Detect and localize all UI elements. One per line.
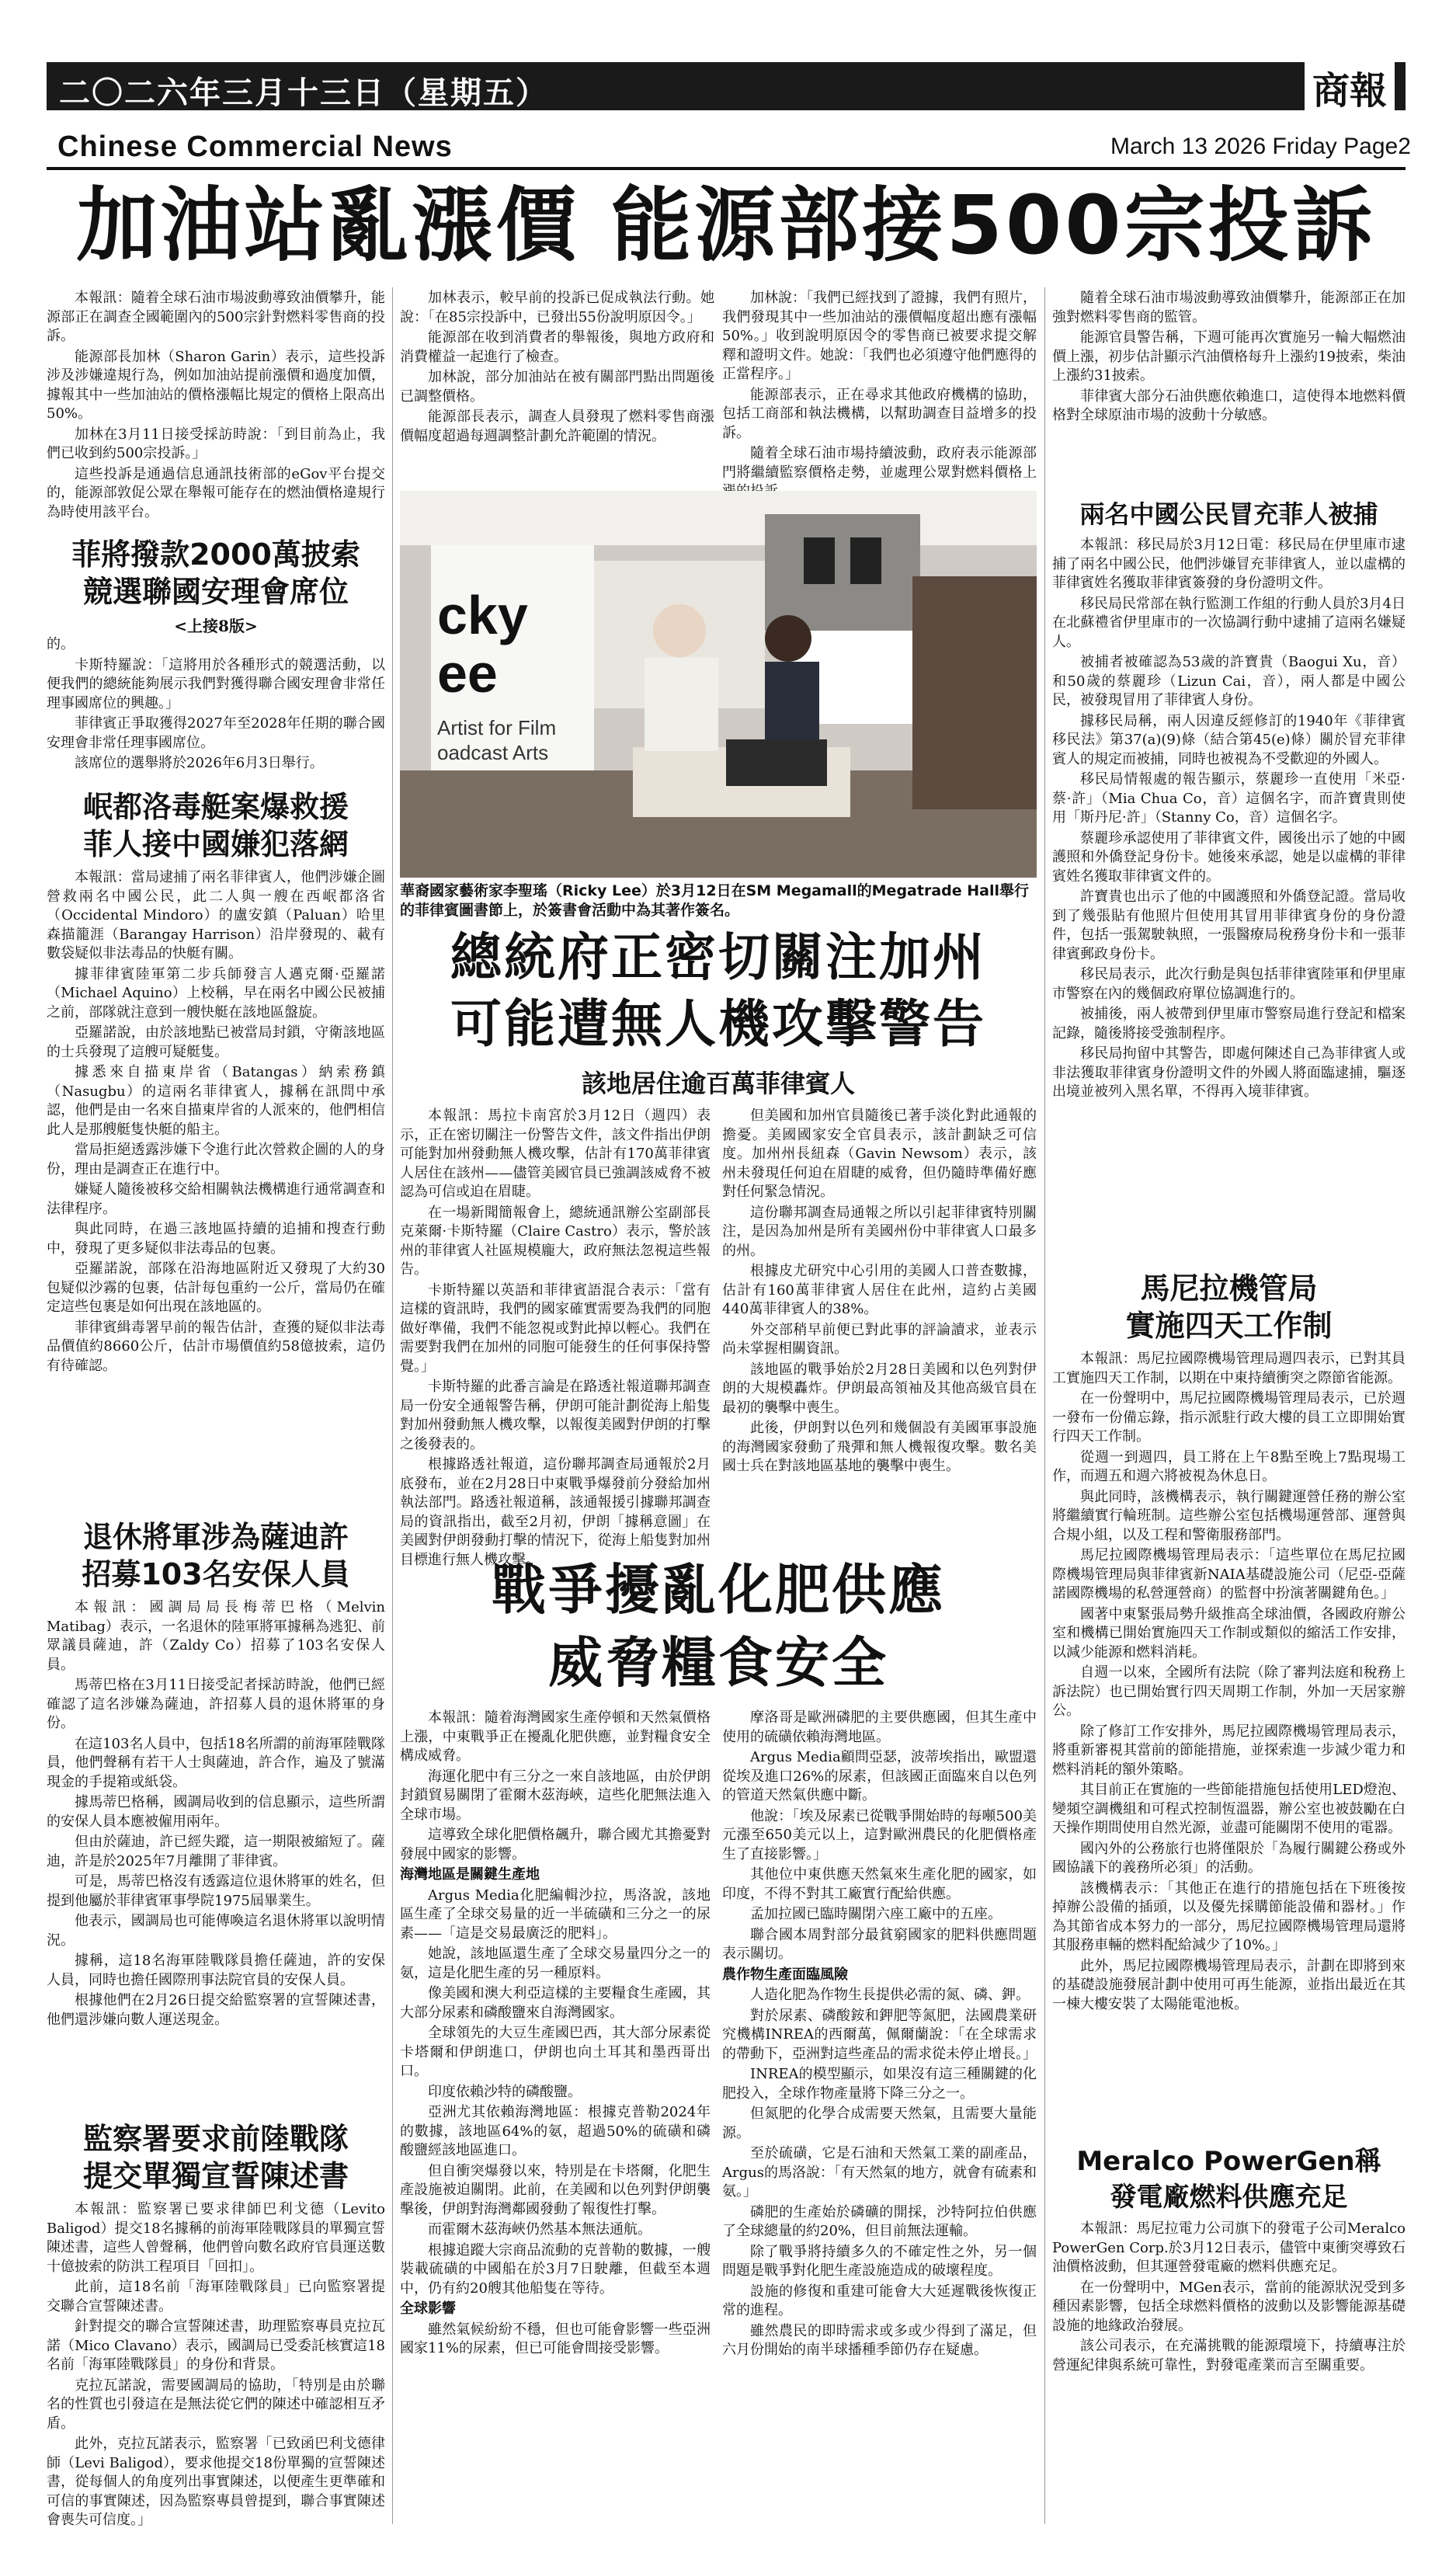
column-rule xyxy=(1044,287,1045,2524)
story-body xyxy=(400,1107,711,1568)
paragraph: 從週一到週四，員工將在上午8點至晚上7點現場工作，而週五和週六將被視為休息日。 xyxy=(1052,1448,1406,1484)
paragraph: 國內外的公務旅行也將僅限於「為履行關鍵公務或外國協議下的義務所必須」的活動。 xyxy=(1052,1840,1406,1876)
paragraph: 其他位中東供應天然氣來生產化肥的國家，如印度，不得不對其工廠實行配給供應。 xyxy=(722,1866,1037,1902)
paragraph: 磷肥的生產始於磷礦的開採，沙特阿拉伯供應了全球總量的約20%，但目前無法運輸。 xyxy=(722,2203,1037,2239)
paragraph: 此外，克拉瓦諾表示，監察署「已致函巴利戈德律師（Levi Baligod），要求他提交18份單獨的宣誓陳述書，從每個人的角度列出事實陳述，以便產生更準確和可信的事實陳述，因為監察專員曾提到，聯合事實陳述會喪失可信度。」 xyxy=(47,2436,385,2528)
paragraph: 亞羅諾說，由於該地點已被當局封鎖，守衛該地區的士兵發現了這艘可疑艇隻。 xyxy=(47,1024,385,1060)
paragraph: 加林表示，較早前的投訴已促成執法行動。她說：「在85宗投訴中，已發出55份說明原因令。」 xyxy=(400,290,714,325)
banner-text: Artist for Film xyxy=(437,716,557,739)
paragraph: 能源部長加林（Sharon Garin）表示，這些投訴涉及涉嫌違規行為，例如加油站提前漲價和過度加價，據報其中一些加油站的價格漲幅比規定的價格上限高出50%。 xyxy=(47,348,385,422)
paragraph: 這份聯邦調查局通報之所以引起菲律賓特別關注，是因為加州是所有美國州份中菲律賓人口最多的州。 xyxy=(722,1204,1037,1259)
banner-text: cky xyxy=(437,585,528,645)
paragraph: 孟加拉國已臨時關閉六座工廠中的五座。 xyxy=(750,1906,1002,1922)
paragraph: 這導致全球化肥價格飆升，聯合國尤其擔憂對發展中國家的影響。 xyxy=(400,1827,711,1862)
paragraph: 像美國和澳大利亞這樣的主要糧食生產國，其大部分尿素和磷酸鹽來自海灣國家。 xyxy=(400,1985,711,2021)
paragraph: 該席位的選舉將於2026年6月3日舉行。 xyxy=(75,755,324,771)
title-line: Meralco PowerGen稱 xyxy=(1076,2146,1381,2177)
paragraph: 嫌疑人隨後被移交給相關執法機構進行通常調查和法律程序。 xyxy=(47,1181,385,1217)
banner-text: ee xyxy=(437,643,498,704)
subhead: 全球影響 xyxy=(400,2300,456,2317)
paragraph: 本報訊：國調局局長梅蒂巴格（Melvin Matibag）表示，一名退休的陸軍將軍據稱為逃犯、前眾議員薩迪，許（Zaldy Co）招募了103名安保人員。 xyxy=(47,1599,385,1673)
story-title xyxy=(47,1518,385,1593)
title-line: 岷都洛毒艇案爆救援 xyxy=(82,790,349,824)
story-title xyxy=(47,536,385,610)
paragraph: 但自衝突爆發以來，特別是在卡塔爾，化肥生產設施被迫關閉。此前，在美國和以色列對伊朗襲擊後，伊朗對海灣鄰國發動了報復性打擊。 xyxy=(400,2162,711,2217)
paragraph: 亞洲尤其依賴海灣地區：根據克普勒2024年的數據，該地區64%的氨，超過50%的硫磺和磷酸鹽經該地區進口。 xyxy=(400,2104,711,2158)
paragraph: 能源官員警告稱，下週可能再次實施另一輪大幅燃油價上漲，初步估計顯示汽油價格每升上漲約19披索，柴油上漲約31披索。 xyxy=(1052,329,1406,384)
title-line: 威脅糧食安全 xyxy=(548,1631,888,1695)
paragraph: 根據他們在2月26日提交給監察署的宣誓陳述書，他們還涉嫌向數人運送現金。 xyxy=(47,1992,385,2028)
banner-text: oadcast Arts xyxy=(437,741,549,764)
paragraph: 人造化肥為作物生長提供必需的氮、磷、鉀。 xyxy=(750,1987,1030,2003)
paragraph: 他說：「埃及尿素已從戰爭開始時的每噸500美元漲至650美元以上，這對歐洲農民的化肥價格產生了直接影響。」 xyxy=(722,1807,1037,1862)
story-body xyxy=(722,1107,1037,1542)
title-line: 提交單獨宣誓陳述書 xyxy=(82,2159,349,2193)
title-line: 總統府正密切關注加州 xyxy=(450,927,986,987)
title-line: 競選聯國安理會席位 xyxy=(82,575,349,609)
paragraph: 該公司表示，在充滿挑戰的能源環境下，持續專注於營運紀律與系統可靠性，對發電產業而言至關重要。 xyxy=(1052,2338,1406,2373)
paragraph: 菲律賓正爭取獲得2027年至2028年任期的聯合國安理會非常任理事國席位。 xyxy=(47,715,385,751)
paper-name: Chinese Commercial News xyxy=(57,130,453,163)
paragraph: 加林說：「我們已經找到了證據，我們有照片，我們發現其中一些加油站的漲價幅度超出應有漲幅50%。」收到說明原因令的零售商已被要求提交解釋和證明文件。她說：「我們也必須遵守他們應得的正當程序。」 xyxy=(722,290,1037,382)
paragraph: 此後，伊朗對以色列和幾個設有美國軍事設施的海灣國家發動了飛彈和無人機報復攻擊。數名美國士兵在對該地區基地的襲擊中喪生。 xyxy=(722,1420,1037,1474)
paragraph: Argus Media顧問亞瑟，波蒂埃指出，歐盟還從埃及進口26%的尿素，但該國正面臨來自以色列的管道天然氣供應中斷。 xyxy=(722,1749,1037,1803)
paragraph: 移民局表示，此次行動是與包括菲律賓陸軍和伊里庫市警察在內的幾個政府單位協調進行的。 xyxy=(1052,966,1406,1002)
paragraph: 他表示，國調局也可能傳喚這名退休將軍以說明情況。 xyxy=(47,1913,385,1949)
paragraph: 卡斯特羅說：「這將用於各種形式的競選活動，以便我們的總統能夠展示我們對獲得聯合國安理會非常任理事國席位的興趣。」 xyxy=(47,656,385,711)
paragraph: 據稱，這18名海軍陸戰隊員擔任薩迪，許的安保人員，同時也擔任國際刑事法院官員的安保人員。 xyxy=(47,1953,385,1988)
story-title xyxy=(1052,1270,1406,1344)
paragraph: 許寶貴也出示了他的中國護照和外僑登記證。當局收到了幾張貼有他照片但使用其冒用菲律賓身份的身份證件，包括一張駕駛執照，一張醫療局稅務身份卡和一張菲律賓郵政身份卡。 xyxy=(1052,889,1406,962)
paragraph: 這些投訴是通過信息通訊技術部的eGov平台提交的，能源部敦促公眾在舉報可能存在的燃油價格違規行為時使用該平台。 xyxy=(47,465,385,520)
paragraph: 在一份聲明中，MGen表示，當前的能源狀況受到多種因素影響，包括全球燃料價格的波動以及影響能源基礎設施的地緣政治發展。 xyxy=(1052,2279,1406,2334)
title-line: 招募103名安保人員 xyxy=(82,1557,350,1591)
paragraph: 可是，馬蒂巴格沒有透露這位退休將軍的姓名，但提到他屬於菲律賓軍事學院1975屆畢業生。 xyxy=(47,1873,385,1909)
title-line: 可能遭無人機攻擊警告 xyxy=(450,994,986,1054)
paragraph: 國著中東緊張局勢升級推高全球油價，各國政府辦公室和機構已開始實施四天工作制或類似的縮活工作安排，以減少能源和燃料消耗。 xyxy=(1052,1605,1406,1661)
paragraph: 對於尿素、磷酸銨和鉀肥等氮肥，法國農業研究機構INREA的西爾萬，佩爾蘭說：「在全球需求的帶動下，亞洲對這些產品的需求從未停止增長。」 xyxy=(722,2007,1037,2062)
story-title xyxy=(1052,2144,1406,2215)
subhead: 海灣地區是關鍵生產地 xyxy=(400,1866,540,1883)
paragraph: 外交部稍早前便已對此事的評論讀求，並表示尚未掌握相關資訊。 xyxy=(722,1321,1037,1357)
paragraph: 加林在3月11日接受採訪時說：「到目前為止，我們已收到約500宗投訴。」 xyxy=(47,426,385,461)
story-body xyxy=(47,868,385,1505)
paragraph: 在一場新聞簡報會上，總統通訊辦公室副部長克萊爾·卡斯特羅（Claire Castro）表示，警於該州的菲律賓人社區規模龐大，政府無法忽視這些報告。 xyxy=(400,1204,711,1278)
paragraph: 據菲律賓陸軍第二步兵師發言人邁克爾·亞羅諾（Michael Aquino）上校稱，早在兩名中國公民被捕之前，部隊就注意到一艘快艇在該地區盤旋。 xyxy=(47,965,385,1021)
paragraph: 本報訊：隨着全球石油市場波動導致油價攀升，能源部正在調查全國範圍內的500宗針對燃料零售商的投訴。 xyxy=(47,290,385,344)
story-body xyxy=(1052,2220,1406,2524)
paragraph: 在這103名人員中，包括18名所謂的前海軍陸戰隊員，他們聲稱有若干人士與薩迪，許合作，遍及了號滿現金的手提箱或紙袋。 xyxy=(47,1735,385,1790)
lead-story-col3 xyxy=(722,289,1037,487)
paragraph: 本報訊：移民局於3月12日電：移民局在伊里庫市逮捕了兩名中國公民，他們涉嫌冒充菲律賓人，並以虛構的菲律賓姓名獲取菲律賓簽發的身份證明文件。 xyxy=(1052,537,1406,591)
title-line: 菲將撥款2000萬披索 xyxy=(71,537,360,572)
paragraph: 摩洛哥是歐洲磷肥的主要供應國，但其生產中使用的硫磺依賴海灣地區。 xyxy=(722,1709,1037,1745)
paragraph: 但氮肥的化學合成需要天然氣，且需要大量能源。 xyxy=(722,2106,1037,2141)
paragraph: 被捕後，兩人被帶到伊里庫市警察局進行登記和檔案記錄，隨後將接受強制程序。 xyxy=(1052,1006,1406,1042)
story-body xyxy=(47,2200,385,2526)
story-title: 兩名中國公民冒充菲人被捕 xyxy=(1079,499,1378,529)
paragraph: 根據追蹤大宗商品流動的克普勒的數據，一艘裝載硫磺的中國船在於3月7日駛離，但截至本週中，仍有約20艘其他船隻在等待。 xyxy=(400,2241,711,2297)
paragraph: 馬尼拉國際機場管理局表示：「這些單位在馬尼拉國際機場管理局與菲律賓新NAIA基礎設施公司（尼亞-亞薩諾國際機場的私營運營商）的監督中扮演著關鍵角色。」 xyxy=(1052,1547,1406,1601)
title-line: 退休將軍涉為薩迪許 xyxy=(82,1520,349,1554)
paragraph: 但由於薩迪，許已經失蹤，這一期限被縮短了。薩迪，許是於2025年7月離開了菲律賓。 xyxy=(47,1834,385,1869)
title-line: 監察署要求前陸戰隊 xyxy=(82,2122,349,2156)
title-line: 馬尼拉機管局 xyxy=(1140,1271,1318,1306)
column-rule xyxy=(392,287,393,2524)
paragraph: Argus Media化肥編輯沙拉，馬洛說，該地區生產了全球交易量的近一半硫磺和三分之一的尿素——「這是交易最廣泛的肥料」。 xyxy=(400,1887,711,1942)
lead-story-col2 xyxy=(400,289,714,487)
paragraph: 除了修訂工作安排外，馬尼拉國際機場管理局表示，將重新審視其當前的節能措施，並探索進一步減少電力和燃料消耗的額外策略。 xyxy=(1052,1723,1406,1778)
paragraph: 據悉來自描東岸省（Batangas）納索務鎮（Nasugbu）的這兩名菲律賓人，據稱在訊問中承認，他們是由一名來自描東岸省的人派來的，他們相信此人是那艘艇隻快艇的船主。 xyxy=(47,1064,385,1138)
paragraph: 聯合國本周對部分最貧窮國家的肥料供應問題表示關切。 xyxy=(722,1926,1037,1962)
paragraph: 隨着全球石油市場持續波動，政府表示能源部門將繼續監察價格走勢，並處理公眾對燃料價格上 xyxy=(722,445,1037,481)
paragraph: 與此同時，該機構表示，執行關鍵運營任務的辦公室將繼續實行輪班制。這些辦公室包括機場運營部、運營與合規小組，以及工程和警衛服務部門。 xyxy=(1052,1488,1406,1543)
photo-caption: 華裔國家藝術家李聖瑤（Ricky Lee）於3月12日在SM Megamall的Megatrade Hall舉行的菲律賓圖書節上，於簽書會活動中為其著作簽名。 xyxy=(400,882,1029,919)
paragraph: 當局拒絕透露涉嫌下令進行此次營救企圖的人的身份，理由是調查正在進行中。 xyxy=(47,1142,385,1177)
paragraph: 根據皮尤研究中心引用的美國人口普查數據，估計有160萬菲律賓人居住在此州，這約占美國440萬菲律賓人的38%。 xyxy=(722,1263,1037,1317)
paragraph: 而霍爾木茲海峽仍然基本無法通航。 xyxy=(428,2221,652,2238)
paragraph: 本報訊：監察署已要求律師巴利戈德（Levito Baligod）提交18名據稱的前海軍陸戰隊員的單獨宣誓陳述書，這些人曾聲稱，他們曾向數名政府官員運送數十億披索的防洪工程項目「回扣」。 xyxy=(47,2201,385,2275)
paragraph: 但美國和加州官員隨後已著手淡化對此通報的擔憂。美國國家安全官員表示，該計劃缺乏可信度。加州州長紐森（Gavin Newsom）表示，該州未發現任何迫在眉睫的威脅，但仍隨時準備好應對任何緊急情況。 xyxy=(722,1108,1037,1200)
paragraph: 該地區的戰爭始於2月28日美國和以色列對伊朗的大規模轟炸。伊朗最高領袖及其他高級官員在最初的襲擊中喪生。 xyxy=(722,1361,1037,1416)
title-line: 發電廠燃料供應充足 xyxy=(1110,2182,1348,2213)
paragraph: 該機構表示：「其他正在進行的措施包括在下班後按掉辦公設備的插頭，以及優先採購節能設備和器材。」作為其節省成本努力的一部分，馬尼拉國際機場管理局還將其服務車輛的燃料配給減少了10%。」 xyxy=(1052,1880,1406,1953)
paragraph: 本報訊：馬拉卡南宮於3月12日（週四）表示，正在密切關注一份警告文件，該文件指出伊朗可能對加州發動無人機攻擊，估計有170萬菲律賓人居住在該州——儘管美國官員已強調該威脅不被認為可信或迫在眉睫。 xyxy=(400,1108,711,1200)
story-title xyxy=(47,2120,385,2195)
paragraph: 其目前正在實施的一些節能措施包括使用LED燈泡、變頻空調機組和可程式控制恆溫器，辦公室也被鼓勵在白天操作期間使用自然光源，並盡可能關閉不使用的電器。 xyxy=(1052,1782,1406,1836)
title-line: 實施四天工作制 xyxy=(1125,1309,1333,1343)
paragraph: 針對提交的聯合宣誓陳述書，助理監察專員克拉瓦諾（Mico Clavano）表示，國調局已受委託核實這18名前「海軍陸戰隊員」的身份和背景。 xyxy=(47,2318,385,2373)
paragraph: 本報訊：馬尼拉國際機場管理局週四表示，已對其員工實施四天工作制，以期在中東持續衝突之際節省能源。 xyxy=(1052,1351,1406,1386)
paragraph: 克拉瓦諾說，需要國調局的協助，「特別是由於聯名的性質也引發這在是無法從它們的陳述中確認相互矛盾。 xyxy=(47,2377,385,2432)
story-kicker: 該地居住逾百萬菲律賓人 xyxy=(581,1069,855,1098)
paragraph: 設施的修復和重建可能會大大延遲戰後恢復正常的進程。 xyxy=(722,2283,1037,2318)
paragraph: 能源部長表示，調查人員發現了燃料零售商漲價幅度超過每週調整計劃允許範圍的情況。 xyxy=(400,409,714,444)
paragraph: 與此同時，在過三該地區持續的追捕和搜查行動中，發現了更多疑似非法毒品的包裹。 xyxy=(47,1221,385,1257)
paragraph: 本報訊：當局逮捕了兩名菲律賓人，他們涉嫌企圖營救兩名中國公民，此二人與一艘在西岷都洛省（Occidental Mindoro）的盧安鎮（Paluan）哈里森描籠涯（Barangay Harrison）沿岸發現的、載有數袋疑似非法毒品的快艇有關。 xyxy=(47,869,385,962)
continued-note: <上接8版> xyxy=(174,617,258,635)
story-headline xyxy=(400,924,1037,1058)
story-body xyxy=(47,1598,385,2107)
story-body xyxy=(1052,1350,1406,2134)
lead-story-col4 xyxy=(1052,289,1406,464)
paragraph: 移民局情報處的報告顯示，蔡麗珍一直使用「米亞·蔡·許」（Mia Chua Co，音）這個名字，而許寶貴則使用「斯丹尼·許」（Stanny Co，音）這個名字。 xyxy=(1052,771,1406,826)
paragraph: 印度依賴沙特的磷酸鹽。 xyxy=(428,2083,582,2100)
paragraph: 雖然農民的即時需求或多或少得到了滿足，但六月份開始的南半球播種季節仍存在疑慮。 xyxy=(722,2322,1037,2358)
paragraph: 除了戰爭將持續多久的不確定性之外，另一個問題是戰爭對化肥生產設施造成的破壞程度。 xyxy=(722,2243,1037,2279)
page-info: March 13 2026 Friday Page2 xyxy=(1110,134,1411,159)
paragraph: 海運化肥中有三分之一來自該地區，由於伊朗封鎖貿易關閉了霍爾木茲海峽，這些化肥無法進入全球市場。 xyxy=(400,1768,711,1823)
story-title xyxy=(47,788,385,863)
main-headline: 加油站亂漲價 能源部接500宗投訴 xyxy=(76,178,1376,273)
newspaper-logo: 商報 xyxy=(1305,61,1395,114)
paragraph: 據馬蒂巴格稱，國調局收到的信息顯示，這些所謂的安保人員本應被僱用兩年。 xyxy=(47,1794,385,1830)
paragraph: 菲律賓緝毒署早前的報告估計，查獲的疑似非法毒品價值約8660公斤，估計市場價值約58億披索，這仍有待確認。 xyxy=(47,1319,385,1374)
subhead: 農作物生產面臨風險 xyxy=(722,1966,848,1983)
paragraph: 卡斯特羅的此番言論是在路透社報道聯邦調查局一份安全通報警告稱，伊朗可能計劃從海上船隻對加州發動無人機攻擊，以報復美國對伊朗的打擊之後發表的。 xyxy=(400,1379,711,1452)
paragraph: 馬蒂巴格在3月11日接受記者採訪時說，他們已經確認了這名涉嫌為薩迪，許招募人員的退休將軍的身份。 xyxy=(47,1677,385,1731)
paragraph: 本報訊：隨着海灣國家生產停頓和天然氣價格上漲，中東戰爭正在擾亂化肥供應，並對糧食安全構成威脅。 xyxy=(400,1709,711,1764)
paragraph: 自週一以來，全國所有法院（除了審判法庭和稅務上訴法院）也已開始實行四天周期工作制，外加一天居家辦公。 xyxy=(1052,1664,1406,1719)
paragraph: 卡斯特羅以英語和菲律賓語混合表示：「當有這樣的資訊時，我們的國家確實需要為我們的同胞做好準備，我們不能忽視或對此掉以輕心。我們在需要對我們在加州的同胞可能發生的任何事保持警覺。」 xyxy=(400,1282,711,1375)
paragraph: 她說，該地區還生產了全球交易量四分之一的氨，這是化肥生產的另一種原料。 xyxy=(400,1946,711,1981)
paragraph: 此外，馬尼拉國際機場管理局表示，計劃在即將到來的基礎設施發展計劃中使用可再生能源，並指出最近在其一棟大樓安裝了太陽能電池板。 xyxy=(1052,1957,1406,2012)
news-photo xyxy=(400,491,1037,878)
paragraph: 蔡麗珍承認使用了菲律賓文件，國後出示了她的中國護照和外僑登記身份卡。她後來承認，她是以虛構的菲律賓姓名獲取菲律賓文件的。 xyxy=(1052,829,1406,885)
paragraph: 至於硫磺，它是石油和天然氣工業的副產品，Argus的馬洛說：「有天然氣的地方，就會有硫素和氨。」 xyxy=(722,2145,1037,2200)
paragraph: 亞羅諾說，部隊在沿海地區附近又發現了大約30包疑似沙霧的包裹，估計每包重約一公斤，當局仍在確定這些包裹是如何出現在該地區的。 xyxy=(47,1261,385,1315)
paragraph: 根據路透社報道，這份聯邦調查局通報於2月底發布，並在2月28日中東戰爭爆發前分發給加州執法部門。路透社報道稱，該通報援引據聯邦調查局的資訊指出，截至2月初，伊朗「據稱意圖」在美國對伊朗發動打擊的情況下，從海上船隻對加州目標進行無人機攻擊。 xyxy=(400,1456,711,1568)
story-body xyxy=(47,635,385,777)
paragraph: 據移民局稱，兩人因違反經修訂的1940年《菲律賓移民法》第37(a)(9)條（結合第45(e)條）關於冒充菲律賓人的規定而被捕，同時也被視為不受歡迎的外國人。 xyxy=(1052,712,1406,767)
paragraph: 在一份聲明中，馬尼拉國際機場管理局表示，已於週一發布一份備忘錄，指示派駐行政大樓的員工立即開始實行四天工作制。 xyxy=(1052,1390,1406,1445)
paragraph: 移民局民常部在執行監測工作組的行動人員於3月4日在北蘇禮省伊里庫市的一次協調行動中逮捕了這兩名嫌疑人。 xyxy=(1052,595,1406,650)
masthead-rule xyxy=(47,167,1406,170)
paragraph: 全球領先的大豆生產國巴西，其大部分尿素從卡塔爾和伊朗進口，伊朗也向土耳其和墨西哥出口。 xyxy=(400,2025,711,2079)
title-line: 菲人接中國嫌犯落網 xyxy=(82,827,349,861)
issue-date: 二〇二六年三月十三日（星期五） xyxy=(59,75,548,111)
story-headline xyxy=(400,1553,1037,1699)
paragraph: 被捕者被確認為53歲的許寶貴（Baogui Xu，音）和50歲的蔡麗珍（Lizun Cai，音），兩人都是中國公民，被發現冒用了菲律賓人身份。 xyxy=(1052,654,1406,708)
paragraph: 雖然氣候紛紛不穩，但也可能會影響一些亞洲國家11%的尿素，但已可能會間接受影響。 xyxy=(400,2321,711,2356)
paragraph: 本報訊：馬尼拉電力公司旗下的發電子公司Meralco PowerGen Corp.於3月12日表示，儘管中東衝突導致石油價格波動，但其運營發電廠的燃料供應充足。 xyxy=(1052,2220,1406,2275)
title-line: 戰爭擾亂化肥供應 xyxy=(492,1558,945,1622)
paragraph: 菲律賓大部分石油供應依賴進口，這使得本地燃料價格對全球原油市場的波動十分敏感。 xyxy=(1052,388,1406,423)
paragraph: 移民局拘留中其警告，即處何陳述自己為菲律賓人或非法獲取菲律賓身份證明文件的外國人將面臨逮捕，驅逐出境並被列入黑名單，不得再入境菲律賓。 xyxy=(1052,1045,1406,1100)
paragraph: 隨着全球石油市場波動導致油價攀升，能源部正在加強對燃料零售商的監管。 xyxy=(1052,290,1406,325)
paragraph: 的。 xyxy=(47,636,75,652)
paragraph: 能源部表示，正在尋求其他政府機構的協助，包括工商部和執法機構，以幫助調查目益增多的投訴。 xyxy=(722,386,1037,441)
paragraph: 此前，這18名前「海軍陸戰隊員」已向監察署提交聯合宣誓陳述書。 xyxy=(47,2279,385,2314)
paragraph: INREA的模型顯示，如果沒有這三種關鍵的化肥投入，全球作物產量將下降三分之一。 xyxy=(722,2066,1037,2102)
paragraph: 能源部在收到消費者的舉報後，與地方政府和消費權益一起進行了檢查。 xyxy=(400,329,714,365)
story-body xyxy=(400,1709,711,2524)
paragraph: 加林說，部分加油站在被有關部門點出問題後已調整價格。 xyxy=(400,369,714,405)
lead-story-col1 xyxy=(47,289,385,522)
story-body xyxy=(722,1709,1037,2524)
story-body xyxy=(1052,536,1406,1258)
